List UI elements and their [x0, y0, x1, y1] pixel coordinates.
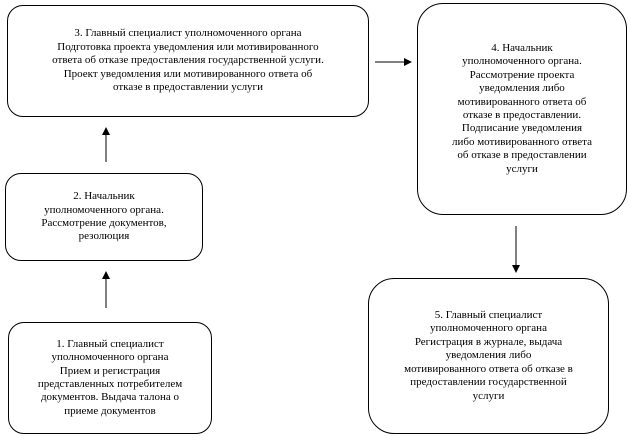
step-5-box [368, 278, 609, 434]
step-4-box [417, 3, 627, 215]
step-4-text: 4. Начальник уполномоченного органа. Рассмотрение проекта уведомления либо мотивированного ответа об отказе в предоставлении. Подписание уведомления либо мотивированного ответа об отказе в предоставлении услуги [451, 41, 592, 175]
step-1-box [8, 322, 212, 434]
step-5-text: 5. Главный специалист уполномоченного органа Регистрация в журнале, выдача уведомления либо мотивированного ответа об отказе в предоставлении государственной услуги [404, 309, 573, 402]
step-2-text: 2. Начальник уполномоченного органа. Рассмотрение документов, резолюция [41, 190, 167, 243]
step-3-box [7, 5, 369, 117]
step-1-text: 1. Главный специалист уполномоченного органа Прием и регистрация представленных потребителем документов. Выдача талона о приеме документов [37, 337, 183, 417]
step-2-box [5, 173, 203, 261]
step-3-text: 3. Главный специалист уполномоченного органа Подготовка проекта уведомления или мотивированного ответа об отказе предоставления государственной услуги. Проект уведомления или мотивированного ответа об отказе в предоставлении услуги [52, 27, 324, 94]
